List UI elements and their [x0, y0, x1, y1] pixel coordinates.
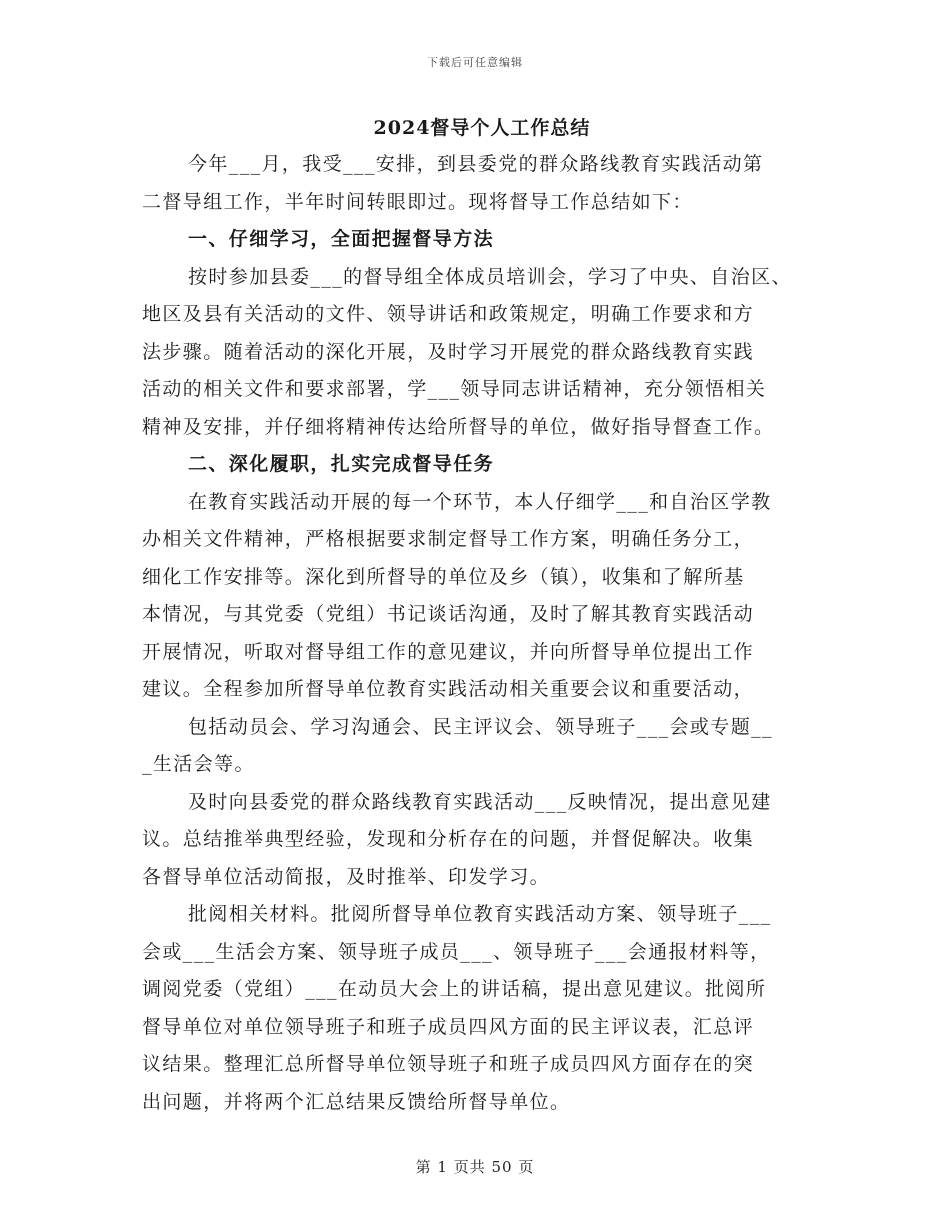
section-heading: 二、深化履职，扎实完成督导任务 — [188, 453, 495, 475]
paragraph-line: 本情况，与其党委（党组）书记谈话沟通，及时了解其教育实践活动 — [142, 603, 755, 625]
paragraph-line: 法步骤。随着活动的深化开展，及时学习开展党的群众路线教育实践 — [142, 340, 755, 363]
paragraph-line: _生活会等。 — [142, 753, 255, 775]
paragraph-line: 会或___生活会方案、领导班子成员___、领导班子___会通报材料等， — [142, 940, 771, 963]
paragraph-line: 调阅党委（党组）___在动员大会上的讲话稿，提出意见建议。批阅所 — [142, 978, 767, 1000]
paragraph-line: 督导单位对单位领导班子和班子成员四风方面的民主评议表，汇总评 — [142, 1015, 755, 1038]
document-title: 2024督导个人工作总结 — [373, 117, 591, 139]
paragraph-line: 出问题，并将两个汇总结果反馈给所督导单位。 — [142, 1090, 571, 1113]
paragraph-line: 二督导组工作，半年时间转眼即过。现将督导工作总结如下： — [142, 190, 693, 213]
paragraph-line: 办相关文件精神，严格根据要求制定督导工作方案，明确任务分工， — [142, 528, 755, 550]
paragraph-line: 细化工作安排等。深化到所督导的单位及乡（镇），收集和了解所基 — [142, 565, 745, 588]
paragraph-line: 建议。全程参加所督导单位教育实践活动相关重要会议和重要活动， — [142, 678, 755, 700]
paragraph-line: 批阅相关材料。批阅所督导单位教育实践活动方案、领导班子___ — [188, 903, 772, 925]
paragraph-line: 包括动员会、学习沟通会、民主评议会、领导班子___会或专题__ — [188, 715, 773, 738]
document-body — [142, 112, 822, 1121]
paragraph-line: 今年___月，我受___安排，到县委党的群众路线教育实践活动第 — [188, 153, 764, 175]
paragraph-line: 按时参加县委___的督导组全体成员培训会，学习了中央、自治区、 — [188, 265, 792, 288]
page-number: 第 1 页共 50 页 — [415, 1158, 535, 1176]
paragraph-line: 开展情况，听取对督导组工作的意见建议，并向所督导单位提出工作 — [142, 640, 755, 663]
paragraph-line: 议结果。整理汇总所督导单位领导班子和班子成员四风方面存在的突 — [142, 1053, 755, 1075]
paragraph-line: 议。总结推举典型经验，发现和分析存在的问题，并督促解决。收集 — [142, 828, 755, 850]
section-heading: 一、仔细学习，全面把握督导方法 — [188, 228, 495, 250]
paragraph-line: 及时向县委党的群众路线教育实践活动___反映情况，提出意见建 — [188, 790, 772, 813]
paragraph-line: 各督导单位活动简报，及时推举、印发学习。 — [142, 865, 551, 888]
paragraph-line: 在教育实践活动开展的每一个环节，本人仔细学___和自治区学教 — [188, 490, 772, 513]
paragraph-line: 地区及县有关活动的文件、领导讲话和政策规定，明确工作要求和方 — [142, 303, 755, 325]
paragraph-line: 精神及安排，并仔细将精神传达给所督导的单位，做好指导督查工作。 — [142, 415, 775, 438]
paragraph-line: 活动的相关文件和要求部署，学___领导同志讲话精神，充分领悟相关 — [142, 378, 767, 400]
header-note: 下载后可任意编辑 — [427, 56, 523, 69]
